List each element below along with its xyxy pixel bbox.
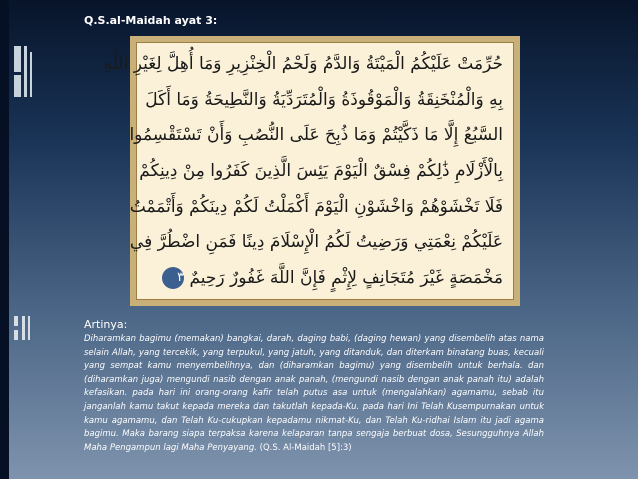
arabic-line: بِالْأَزْلَامِ ذَٰلِكُمْ فِسْقٌ الْيَوْمَ يَئِسَ الَّذِينَ كَفَرُوا مِنْ دِينِكُمْ bbox=[139, 160, 503, 181]
arabic-line: السَّبُعُ إِلَّا مَا ذَكَّيْتُمْ وَمَا ذُبِحَ عَلَى النُّصُبِ وَأَنْ تَسْتَقْسِمُوا bbox=[129, 125, 503, 146]
arabic-line: فَلَا تَخْشَوْهُمْ وَاخْشَوْنِ الْيَوْمَ أَكْمَلْتُ لَكُمْ دِينَكُمْ وَأَتْمَمْتُ bbox=[129, 196, 503, 217]
left-decor-bar bbox=[0, 0, 9, 479]
decor-stripe bbox=[30, 52, 32, 97]
decor-stripe bbox=[22, 316, 25, 340]
verse-reference: (Q.S. Al-Maidah [5]:3) bbox=[259, 442, 352, 453]
decor-block bbox=[14, 46, 21, 72]
decor-block bbox=[14, 330, 18, 340]
decor-block bbox=[14, 75, 21, 97]
quran-verse-panel bbox=[103, 42, 514, 300]
decor-stripe bbox=[28, 316, 30, 340]
quran-verse-image bbox=[103, 36, 520, 306]
arabic-line-last bbox=[147, 261, 503, 295]
translation-label: Artinya: bbox=[84, 318, 128, 331]
translation-body: Diharamkan bagimu (memakan) bangkai, darah, daging babi, (daging hewan) yang disembelih atas nama selain Allah, yang tercekik, yang terpukul, yang jatuh, yang ditanduk, dan diterkam binatang buas, kecuali yang sempat kamu menyembelihnya, dan (diharamkan bagimu) yang disembelih untuk berhala. dan (diharamkan juga) mengundi nasib dengan anak panah, (mengundi nasib dengan anak panah itu) adalah kefasikan. pada hari ini orang-orang kafir telah putus asa untuk (mengalahkan) agamamu, sebab itu janganlah kamu takut kepada mereka dan takutlah kepada-Ku. pada hari Ini Telah Kusempurnakan untuk kamu agamamu, dan Telah Ku-cukupkan kepadamu nikmat-Ku, dan Telah Ku-ridhai Islam itu jadi agama bagimu. Maka barang siapa terpaksa karena kelaparan tanpa sengaja berbuat dosa, Sesungguhnya Allah Maha Pengampun lagi Maha Penyayang. bbox=[84, 334, 544, 453]
arabic-line-text: مَخْمَصَةٍ غَيْرَ مُتَجَانِفٍ لِإِثْمٍ فَإِنَّ اللَّهَ غَفُورٌ رَحِيمٌ bbox=[189, 267, 503, 288]
translation-text bbox=[84, 333, 544, 455]
slide-title: Q.S.al-Maidah ayat 3: bbox=[84, 14, 218, 27]
arabic-line: عَلَيْكُمْ نِعْمَتِي وَرَضِيتُ لَكُمُ الْإِسْلَامَ دِينًا فَمَنِ اضْطُرَّ فِي bbox=[129, 232, 503, 253]
decor-block bbox=[14, 316, 18, 326]
arabic-line: بِهِ وَالْمُنْخَنِقَةُ وَالْمَوْقُوذَةُ وَالْمُتَرَدِّيَةُ وَالنَّطِيحَةُ وَمَا أَكَلَ bbox=[145, 89, 503, 110]
arabic-line: حُرِّمَتْ عَلَيْكُمُ الْمَيْتَةُ وَالدَّمُ وَلَحْمُ الْخِنْزِيرِ وَمَا أُهِلَّ لِغَيْرِ اللَّهِ bbox=[103, 54, 503, 74]
decor-stripe bbox=[24, 46, 27, 97]
ayah-number-marker: ٣ bbox=[162, 267, 184, 289]
